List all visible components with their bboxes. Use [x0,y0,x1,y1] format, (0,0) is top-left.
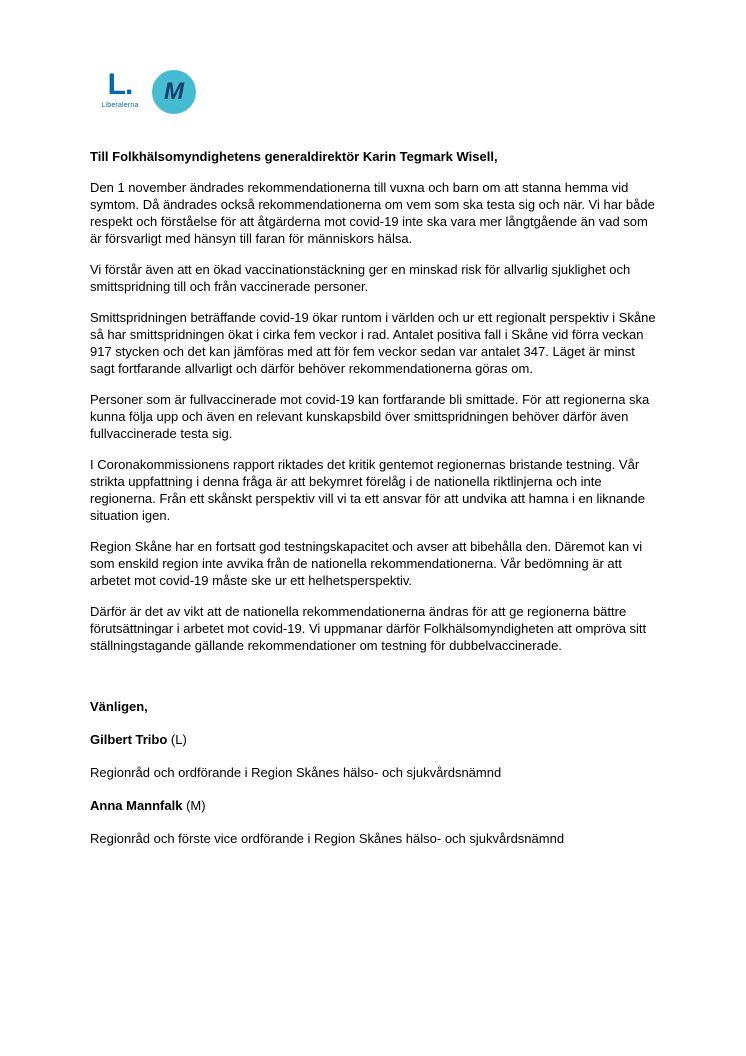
letter-content [90,70,656,863]
moderaterna-logo-letter: M [164,78,184,105]
letter-paragraph: Den 1 november ändrades rekommendationerna till vuxna och barn om att stanna hemma vid symtom. Då ändrades också rekommendationerna om vem som ska testa sig och när. Vi har både respekt och förståelse för att åtgärderna mot covid-19 inte ska vara mer långtgående än vad som är försvarligt med hänsyn till faran för människors hälsa. [90,180,655,246]
signature-title: Regionråd och förste vice ordförande i Region Skånes hälso- och sjukvårdsnämnd [90,831,565,846]
signature-line [90,797,656,814]
logo-row [98,70,656,118]
signature-party: (L) [167,732,187,747]
signature-party: (M) [182,798,206,813]
liberalerna-logo [98,70,142,109]
liberalerna-logo-label: Liberalerna [101,102,139,109]
moderaterna-logo [152,70,196,114]
signature-name: Anna Mannfalk [90,798,183,813]
letter-paragraph: Vi förstår även att en ökad vaccinationstäckning ger en minskad risk för allvarlig sjuklighet och smittspridning till och från vaccinerade personer. [90,262,631,294]
liberalerna-logo-letter: L. [107,68,133,101]
letter-paragraph: Därför är det av vikt att de nationella rekommendationerna ändras för att ge regionerna bättre förutsättningar i arbetet mot covid-19. Vi uppmanar därför Folkhälsomyndigheten att ompröva sitt ställningstagande gällande rekommendationer om testning för dubbelvaccinerade. [90,604,647,653]
letter-paragraph: Smittspridningen beträffande covid-19 ökar runtom i världen och ur ett regionalt perspektiv i Skåne så har smittspridningen ökat i cirka fem veckor i rad. Antalet positiva fall i Skåne vid förra veckan 917 stycken och det kan jämföras med att för fem veckor sedan var antalet 347. Läget är minst sagt fortfarande allvarligt och därför behöver rekommendationerna göras om. [90,310,656,376]
letter-closing: Vänligen, [90,699,148,714]
signature-line [90,731,656,748]
letter-paragraph: Personer som är fullvaccinerade mot covid-19 kan fortfarande bli smittade. För att regionerna ska kunna följa upp och även en relevant kunskapsbild över smittspridningen behöver därför även fullvaccinerade testa sig. [90,392,650,441]
letter-heading: Till Folkhälsomyndighetens generaldirektör Karin Tegmark Wisell, [90,149,498,164]
letter-paragraph: I Coronakommissionens rapport riktades det kritik gentemot regionernas bristande testning. Vår strikta uppfattning i denna fråga är att bekymret förelåg i de nationella riktlinjerna och inte regionerna. Från ett skånskt perspektiv vill vi ta ett ansvar för att undvika att hamna i en liknande situation igen. [90,457,645,523]
signature-title: Regionråd och ordförande i Region Skånes hälso- och sjukvårdsnämnd [90,765,502,780]
signature-name: Gilbert Tribo [90,732,168,747]
letter-paragraph: Region Skåne har en fortsatt god testningskapacitet och avser att bibehålla den. Däremot kan vi som enskild region inte avvika från de nationella rekommendationerna. Vår bedömning är att arbetet mot covid-19 måste ske ur ett helhetsperspektiv. [90,539,643,588]
